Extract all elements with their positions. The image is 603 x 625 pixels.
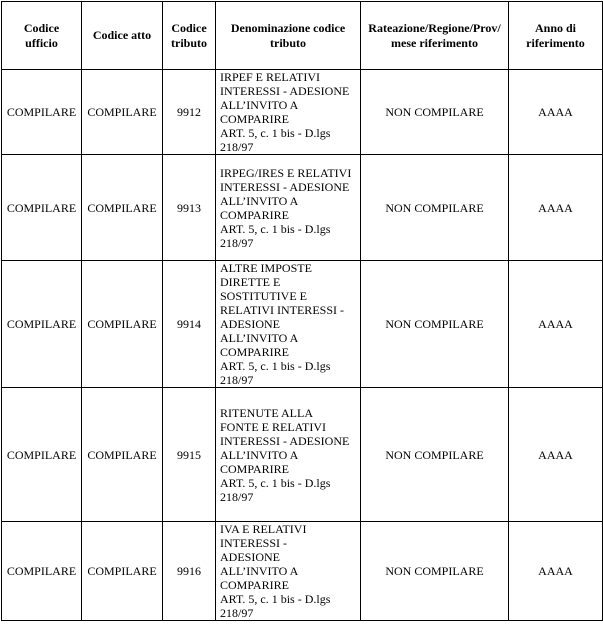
codice-ufficio-cell: COMPILARE	[2, 522, 82, 621]
codice-atto-cell: COMPILARE	[82, 70, 163, 155]
denominazione-line: ALTRE IMPOSTE	[220, 261, 312, 275]
header-anno-riferimento: Anno di riferimento	[509, 2, 603, 70]
denominazione-cell	[216, 155, 361, 261]
rateazione-cell: NON COMPILARE	[361, 155, 509, 261]
anno-riferimento-cell: AAAA	[509, 70, 603, 155]
denominazione-line: IRPEF E RELATIVI	[220, 70, 320, 84]
codice-ufficio-cell: COMPILARE	[2, 388, 82, 522]
normative-reference-line: ART. 5, c. 1 bis - D.lgs	[220, 592, 331, 606]
table-body	[2, 70, 603, 621]
anno-riferimento-cell: AAAA	[509, 261, 603, 388]
denominazione-line: ALL’INVITO A	[220, 98, 299, 112]
table-row	[2, 155, 603, 261]
denominazione-line: DIRETTE E	[220, 275, 281, 289]
codice-ufficio-cell: COMPILARE	[2, 261, 82, 388]
denominazione-line: COMPARIRE	[220, 345, 289, 359]
normative-reference-line: 218/97	[220, 606, 254, 620]
normative-reference-line: ART. 5, c. 1 bis - D.lgs	[220, 359, 331, 373]
header-codice-tributo: Codice tributo	[163, 2, 216, 70]
denominazione-line: COMPARIRE	[220, 112, 289, 126]
denominazione-cell	[216, 70, 361, 155]
denominazione-cell	[216, 261, 361, 388]
rateazione-cell: NON COMPILARE	[361, 261, 509, 388]
denominazione-line: ALL’INVITO A	[220, 193, 299, 208]
codice-tributo-cell: 9913	[163, 155, 216, 261]
denominazione-line: ALL’INVITO A	[220, 447, 299, 462]
normative-reference-line: ART. 5, c. 1 bis - D.lgs	[220, 475, 331, 490]
anno-riferimento-cell: AAAA	[509, 522, 603, 621]
normative-reference-line: 218/97	[220, 489, 254, 504]
normative-reference-line: ART. 5, c. 1 bis - D.lgs	[220, 221, 331, 236]
rateazione-cell: NON COMPILARE	[361, 522, 509, 621]
header-codice-atto: Codice atto	[82, 2, 163, 70]
denominazione-line: RITENUTE ALLA	[220, 405, 313, 420]
denominazione-line: IVA E RELATIVI	[220, 522, 307, 536]
normative-reference-line: 218/97	[220, 373, 254, 387]
denominazione-line: COMPARIRE	[220, 207, 289, 222]
table-row	[2, 261, 603, 388]
codice-tributo-cell: 9915	[163, 388, 216, 522]
denominazione-line: RELATIVI INTERESSI -	[220, 303, 344, 317]
rateazione-cell: NON COMPILARE	[361, 70, 509, 155]
denominazione-cell	[216, 388, 361, 522]
codice-ufficio-cell: COMPILARE	[2, 70, 82, 155]
denominazione-line: INTERESSI -	[220, 536, 287, 550]
denominazione-line: IRPEG/IRES E RELATIVI	[220, 165, 352, 180]
header-codice-ufficio: Codice ufficio	[2, 2, 82, 70]
rateazione-cell: NON COMPILARE	[361, 388, 509, 522]
codice-ufficio-cell: COMPILARE	[2, 155, 82, 261]
table-row	[2, 388, 603, 522]
header-denominazione: Denominazione codice tributo	[216, 2, 361, 70]
denominazione-line: COMPARIRE	[220, 461, 289, 476]
codice-atto-cell: COMPILARE	[82, 522, 163, 621]
header-rateazione: Rateazione/Regione/Prov/ mese riferimento	[361, 2, 509, 70]
normative-reference-line: 218/97	[220, 140, 254, 154]
codice-tributo-cell: 9912	[163, 70, 216, 155]
denominazione-line: ADESIONE	[220, 317, 280, 331]
denominazione-line: SOSTITUTIVE E	[220, 289, 307, 303]
anno-riferimento-cell: AAAA	[509, 388, 603, 522]
anno-riferimento-cell: AAAA	[509, 155, 603, 261]
codice-tributo-cell: 9914	[163, 261, 216, 388]
denominazione-line: INTERESSI - ADESIONE	[220, 84, 350, 98]
table-row	[2, 70, 603, 155]
denominazione-line: ADESIONE	[220, 550, 280, 564]
denominazione-line: ALL’INVITO A	[220, 331, 299, 345]
table-row	[2, 522, 603, 621]
denominazione-line: ALL’INVITO A	[220, 564, 299, 578]
denominazione-line: INTERESSI - ADESIONE	[220, 433, 350, 448]
normative-reference-line: 218/97	[220, 235, 254, 250]
denominazione-line: FONTE E RELATIVI	[220, 419, 326, 434]
codice-atto-cell: COMPILARE	[82, 261, 163, 388]
codice-tributo-cell: 9916	[163, 522, 216, 621]
normative-reference-line: ART. 5, c. 1 bis - D.lgs	[220, 126, 331, 140]
denominazione-line: COMPARIRE	[220, 578, 289, 592]
denominazione-cell	[216, 522, 361, 621]
codice-atto-cell: COMPILARE	[82, 155, 163, 261]
header-row	[2, 2, 603, 70]
denominazione-line: INTERESSI - ADESIONE	[220, 179, 350, 194]
tax-codes-table	[1, 1, 603, 621]
codice-atto-cell: COMPILARE	[82, 388, 163, 522]
